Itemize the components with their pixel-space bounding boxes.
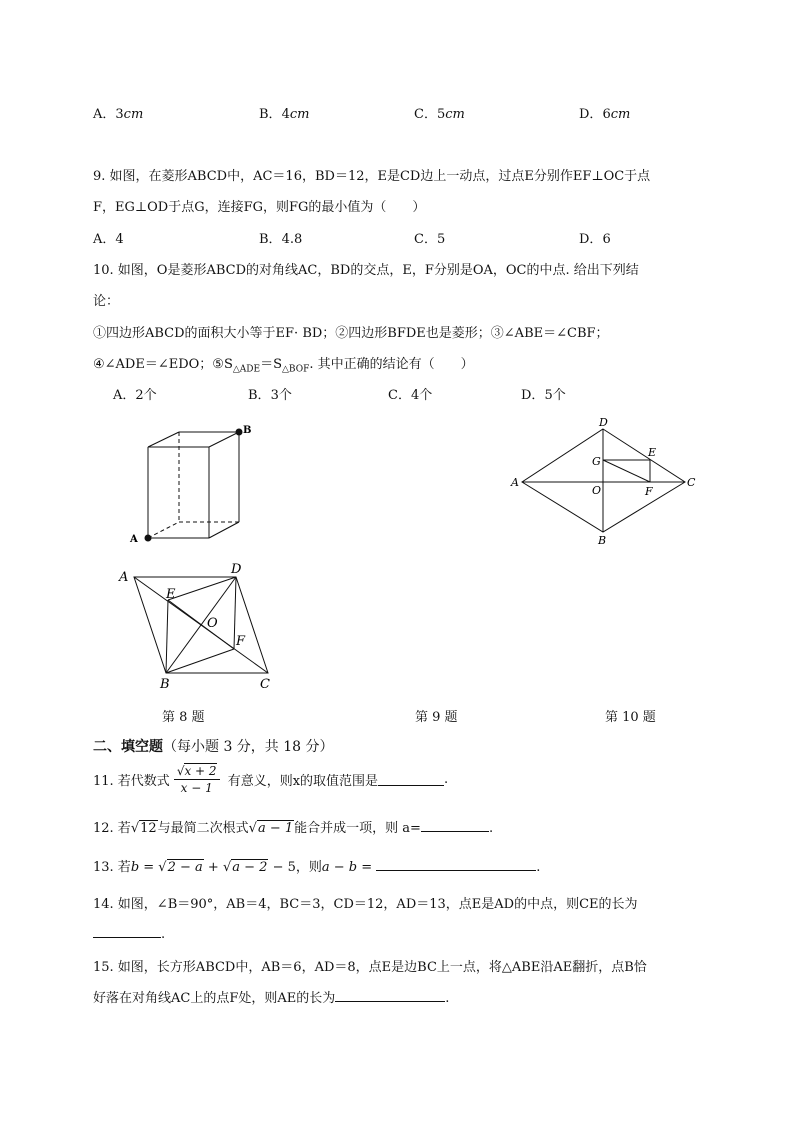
para-label-b: B bbox=[160, 677, 170, 692]
q8-option-b: B．4cm bbox=[259, 107, 310, 122]
cuboid-label-a: A bbox=[130, 534, 138, 545]
q12-answer-blank[interactable] bbox=[421, 819, 489, 832]
q15-line2: 好落在对角线AC上的点F处，则AE的长为 . bbox=[93, 991, 450, 1006]
caption-fig10: 第 10 题 bbox=[605, 710, 656, 725]
q9-stem-line2: F，EG⊥OD于点G，连接FG，则FG的最小值为（ ） bbox=[93, 200, 426, 215]
q14-line2: . bbox=[93, 925, 165, 942]
rhombus-label-d: D bbox=[599, 416, 608, 429]
q15-answer-blank[interactable] bbox=[335, 989, 445, 1002]
q9-option-d: D．6 bbox=[579, 232, 611, 247]
q10-option-b: B．3个 bbox=[248, 388, 292, 403]
q10-stem-line2: 论： bbox=[93, 294, 120, 309]
caption-fig9: 第 9 题 bbox=[415, 710, 458, 725]
q8-option-d: D．6cm bbox=[579, 107, 631, 122]
rhombus-label-a: A bbox=[511, 476, 519, 489]
q9-option-a: A．4 bbox=[93, 232, 124, 247]
para-label-d: D bbox=[231, 562, 242, 577]
q8-option-c: C．5cm bbox=[414, 107, 465, 122]
q10-stem-line1: 10. 如图，O是菱形ABCD的对角线AC，BD的交点，E，F分别是OA，OC的中点. 给出下列结 bbox=[93, 263, 639, 278]
q9-option-b: B．4.8 bbox=[259, 232, 303, 247]
para-label-e: E bbox=[166, 587, 176, 602]
q13-answer-blank[interactable] bbox=[376, 858, 536, 871]
rhombus-label-e: E bbox=[648, 446, 657, 459]
q11-line: 11. 若代数式 $\frac{√x + 2}{x - 1}$ 有意义，则x的取值范围是 . bbox=[93, 764, 449, 795]
q10-option-d: D．5个 bbox=[521, 388, 566, 403]
q12-line: 12. 若√12与最简二次根式√a − 1能合并成一项，则 a= . bbox=[93, 821, 494, 836]
q10-stem-line3: ①四边形ABCD的面积大小等于EF· BD；②四边形BFDE也是菱形；③∠ABE＝∠CBF； bbox=[93, 326, 609, 341]
rhombus-label-g: G bbox=[592, 455, 601, 468]
para-label-c: C bbox=[260, 677, 270, 692]
q15-line1: 15. 如图，长方形ABCD中，AB＝6，AD＝8，点E是边BC上一点，将△ABE沿AE翻折，点B恰 bbox=[93, 960, 647, 975]
q9-option-c: C．5 bbox=[414, 232, 446, 247]
q10-stem-line4: ④∠ADE＝∠EDO；$⑤S_{\triangle ADE}=S_{\triangle BOF}$. 其中正确的结论有（ ） bbox=[93, 357, 474, 375]
para-label-o: O bbox=[207, 616, 218, 631]
q14-line1: 14. 如图，∠B＝90°，AB＝4，BC＝3，CD＝12，AD＝13，点E是AD的中点，则CE的长为 bbox=[93, 897, 638, 912]
q10-option-c: C．4个 bbox=[388, 388, 433, 403]
caption-fig8: 第 8 题 bbox=[162, 710, 205, 725]
q10-option-a: A．2个 bbox=[113, 388, 157, 403]
cuboid-label-b: B bbox=[243, 425, 252, 436]
q14-answer-blank[interactable] bbox=[93, 925, 161, 938]
q8-option-a: A．3cm bbox=[93, 107, 144, 122]
rhombus-label-c: C bbox=[687, 476, 696, 489]
para-label-f: F bbox=[236, 634, 246, 649]
section2-heading: 二、填空题（每小题 3 分，共 18 分） bbox=[93, 739, 334, 755]
q13-line: 13. 若b = √2 − a + √a − 2 − 5，则a − b = . bbox=[93, 860, 541, 875]
q9-stem-line1: 9. 如图，在菱形ABCD中，AC＝16，BD＝12，E是CD边上一动点，过点E分别作EF⊥OC于点 bbox=[93, 169, 651, 184]
q11-answer-blank[interactable] bbox=[378, 773, 444, 786]
rhombus-label-b: B bbox=[598, 534, 607, 547]
rhombus-label-f: F bbox=[645, 485, 653, 498]
q11-fraction: $\frac{√x + 2}{x - 1}$ bbox=[174, 764, 220, 795]
para-label-a: A bbox=[119, 570, 129, 585]
rhombus-label-o: O bbox=[592, 484, 602, 497]
